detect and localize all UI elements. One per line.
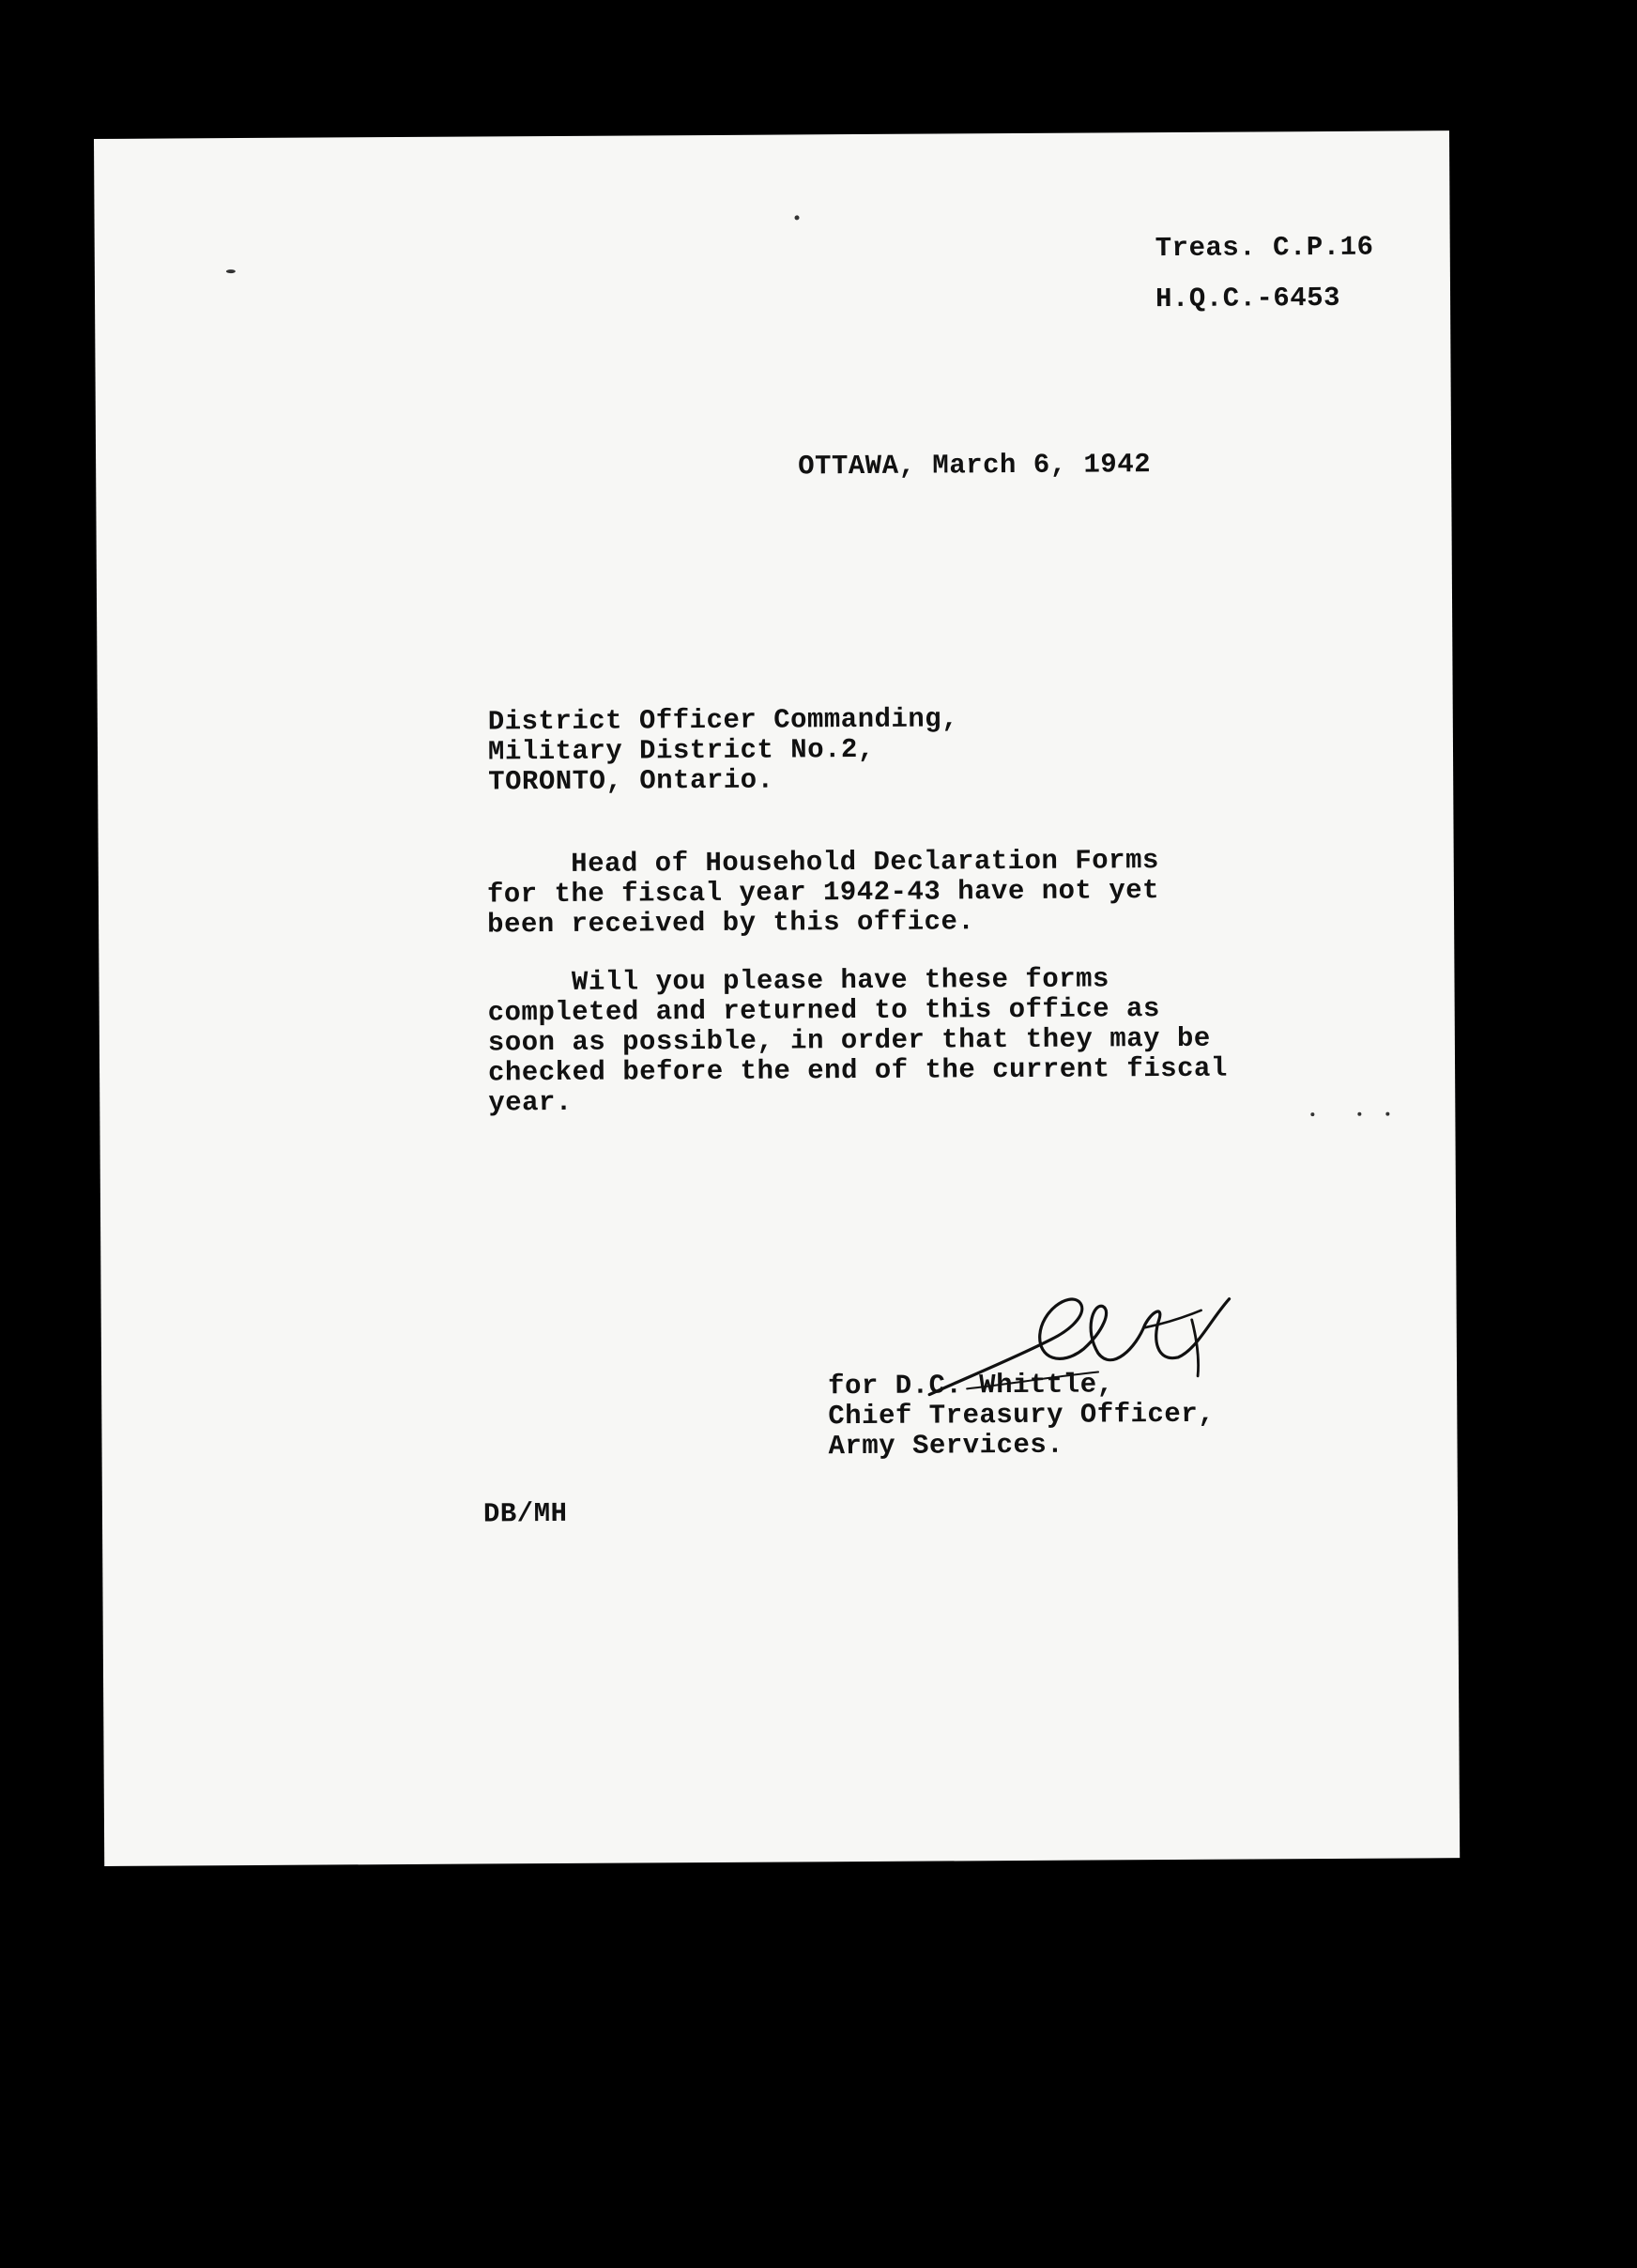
signature-line-3: Army Services. xyxy=(828,1429,1064,1463)
addressee-line-3: TORONTO, Ontario. xyxy=(488,764,774,798)
scan-speck xyxy=(795,215,800,220)
signature-line-2: Chief Treasury Officer, xyxy=(828,1398,1216,1433)
signature-line-1: for D.C. Whittle, xyxy=(828,1369,1114,1402)
letter-page xyxy=(94,130,1460,1866)
scan-speck xyxy=(226,269,236,273)
scan-speck xyxy=(1357,1112,1361,1116)
reference-treas: Treas. C.P.16 xyxy=(1155,231,1374,265)
body-paragraph-2-line-1: Will you please have these forms xyxy=(487,963,1109,999)
addressee-line-1: District Officer Commanding, xyxy=(487,703,959,738)
body-paragraph-2-line-4: checked before the end of the current fiscal xyxy=(487,1052,1228,1089)
body-paragraph-2-line-5: year. xyxy=(488,1086,573,1119)
body-paragraph-2-line-3: soon as possible, in order that they may be xyxy=(487,1022,1211,1059)
reference-hqc: H.Q.C.-6453 xyxy=(1155,282,1341,315)
typist-initials: DB/MH xyxy=(482,1497,568,1530)
body-paragraph-1-line-1: Head of Household Declaration Forms xyxy=(486,845,1159,881)
addressee-line-2: Military District No.2, xyxy=(487,733,875,768)
scan-speck xyxy=(1385,1112,1389,1116)
body-paragraph-2-line-2: completed and returned to this office as xyxy=(487,993,1160,1029)
dateline: OTTAWA, March 6, 1942 xyxy=(798,449,1152,483)
scan-speck xyxy=(1310,1112,1314,1116)
body-paragraph-1-line-3: been received by this office. xyxy=(487,906,975,941)
body-paragraph-1-line-2: for the fiscal year 1942-43 have not yet xyxy=(486,875,1160,911)
